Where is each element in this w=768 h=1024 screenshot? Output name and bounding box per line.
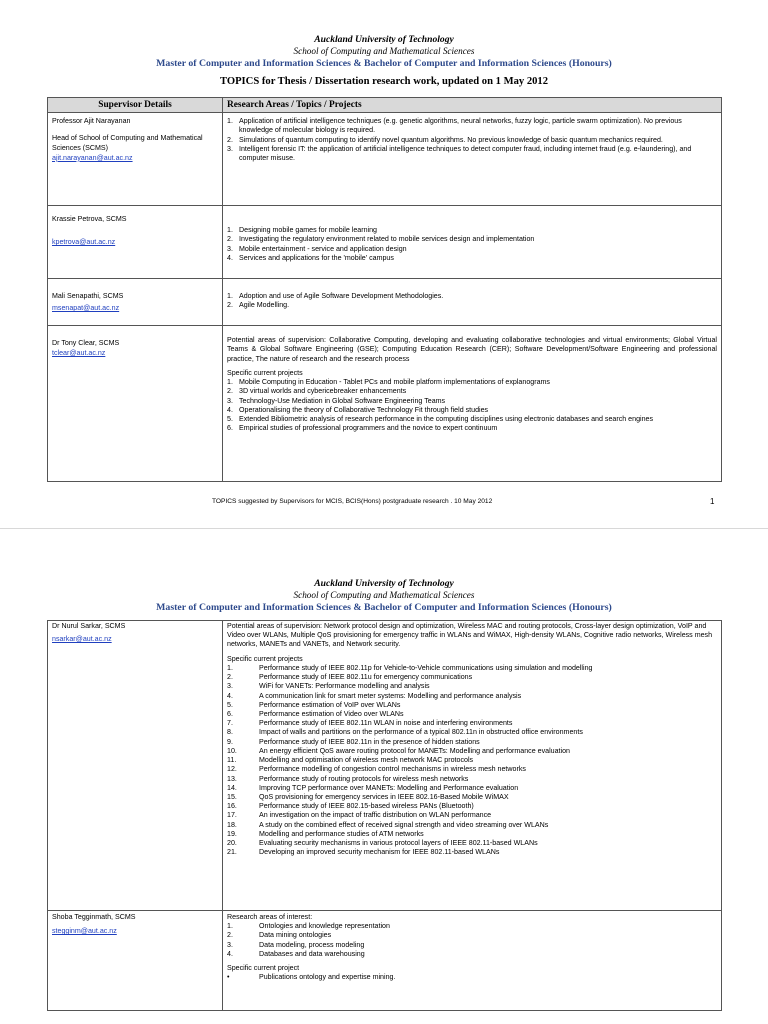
list-item bbox=[227, 145, 717, 163]
program-honours: (Honours) bbox=[568, 602, 612, 613]
item-text: Simulations of quantum computing to identify novel quantum algorithms. No previous knowledge of basic quantum mechanics required. bbox=[239, 135, 663, 144]
research-cell bbox=[223, 911, 722, 1011]
item-number: 2. bbox=[227, 301, 233, 310]
supervisor-email-link[interactable]: nsarkar@aut.ac.nz bbox=[52, 635, 112, 644]
item-number: 5. bbox=[227, 414, 233, 423]
list-item bbox=[227, 941, 717, 950]
university-name: Auckland University of Technology bbox=[314, 34, 454, 45]
list-item bbox=[227, 802, 717, 811]
item-number: 3. bbox=[227, 682, 233, 691]
table-row bbox=[48, 911, 722, 1011]
projects-subheading: Specific current projects bbox=[227, 368, 303, 377]
item-number: 20. bbox=[227, 839, 237, 848]
list-item bbox=[227, 387, 717, 396]
list-item bbox=[227, 664, 717, 673]
school-name: School of Computing and Mathematical Sciences bbox=[293, 46, 475, 56]
item-text: Publications ontology and expertise mining. bbox=[259, 973, 396, 982]
list-item bbox=[227, 793, 717, 802]
item-number: 2. bbox=[227, 135, 233, 144]
list-item bbox=[227, 830, 717, 839]
supervisor-cell bbox=[48, 621, 223, 911]
supervisor-email-link[interactable]: msenapat@aut.ac.nz bbox=[52, 304, 120, 313]
item-text: Improving TCP performance over MANETs: Modelling and Performance evaluation bbox=[259, 783, 519, 792]
list-item bbox=[227, 738, 717, 747]
item-number: 1. bbox=[227, 226, 233, 235]
item-text: Evaluating security mechanisms in various protocol layers of IEEE 802.11-based WLANs bbox=[259, 839, 538, 848]
supervision-areas-text: Potential areas of supervision: Network protocol design and optimization, Wireless MAC and routing protocols, Cross-layer design optimization, VoIP and Video over WLANs, Multiple QoS provisioning for emergency traffic in WLANs and WiMAX, High-density WLANs, Cognitive radio networks, Wireless mesh networks, MANETs and VANETs, and Network security. bbox=[227, 622, 713, 649]
list-item bbox=[227, 254, 717, 263]
supervisor-cell bbox=[48, 113, 223, 206]
topic-list bbox=[227, 378, 717, 433]
list-item bbox=[227, 821, 717, 830]
page-1-header bbox=[0, 0, 768, 87]
list-item bbox=[227, 931, 717, 940]
item-text: Technology-Use Mediation in Global Software Engineering Teams bbox=[239, 396, 446, 405]
item-number: 1. bbox=[227, 378, 233, 387]
list-item bbox=[227, 848, 717, 857]
item-number: 1. bbox=[227, 117, 233, 126]
list-item bbox=[227, 950, 717, 959]
item-text: Modelling and optimisation of wireless mesh network MAC protocols bbox=[259, 756, 474, 765]
item-text: Extended Bibliometric analysis of research performance in the computing disciplines using electronic databases and search engines bbox=[239, 414, 654, 423]
list-item bbox=[227, 682, 717, 691]
item-text: Databases and data warehousing bbox=[259, 949, 365, 958]
item-number: 10. bbox=[227, 746, 237, 755]
item-number: 1. bbox=[227, 292, 233, 301]
item-number: 6. bbox=[227, 709, 233, 718]
item-text: Designing mobile games for mobile learning bbox=[239, 226, 378, 235]
topics-table-page-2 bbox=[47, 620, 722, 1011]
research-cell bbox=[223, 279, 722, 326]
supervisor-column-header: Supervisor Details bbox=[48, 98, 223, 113]
item-text: Data modeling, process modeling bbox=[259, 940, 365, 949]
table-row bbox=[48, 113, 722, 206]
table-row bbox=[48, 206, 722, 279]
item-number: 2. bbox=[227, 931, 233, 940]
program-name: Master of Computer and Information Sciences & Bachelor of Computer and Information Sciences bbox=[156, 58, 567, 69]
item-number: 9. bbox=[227, 737, 233, 746]
item-text: Data mining ontologies bbox=[259, 931, 332, 940]
item-number: 5. bbox=[227, 700, 233, 709]
item-number: 8. bbox=[227, 728, 233, 737]
item-number: 7. bbox=[227, 719, 233, 728]
supervisor-cell bbox=[48, 279, 223, 326]
item-number: 21. bbox=[227, 848, 237, 857]
item-number: 1. bbox=[227, 922, 233, 931]
list-item bbox=[227, 973, 717, 982]
supervisor-name: Dr Tony Clear, SCMS bbox=[52, 339, 120, 348]
list-item bbox=[227, 728, 717, 737]
item-text: Performance study of IEEE 802.15-based wireless PANs (Bluetooth) bbox=[259, 802, 474, 811]
item-text: A study on the combined effect of received signal strength and video streaming over WLANs bbox=[259, 820, 549, 829]
topic-list bbox=[227, 664, 717, 858]
item-number: 4. bbox=[227, 949, 233, 958]
program-title bbox=[0, 58, 768, 69]
research-cell bbox=[223, 326, 722, 482]
program-honours: (Honours) bbox=[568, 58, 612, 69]
item-text: Performance estimation of VoIP over WLANs bbox=[259, 700, 401, 709]
item-text: Application of artificial intelligence techniques (e.g. genetic algorithms, neural networks, fuzzy logic, particle swarm optimization). No previous knowledge of molecular biology is required. bbox=[239, 117, 682, 135]
list-item bbox=[227, 811, 717, 820]
item-number: 4. bbox=[227, 253, 233, 262]
supervisor-email-link[interactable]: stegginm@aut.ac.nz bbox=[52, 927, 117, 936]
item-number: 3. bbox=[227, 940, 233, 949]
list-item bbox=[227, 710, 717, 719]
supervisor-role: Head of School of Computing and Mathematical Sciences (SCMS) bbox=[52, 134, 203, 152]
bullet-list bbox=[227, 973, 717, 982]
item-number: 19. bbox=[227, 829, 237, 838]
item-text: QoS provisioning for emergency services in IEEE 802.16-Based Mobile WiMAX bbox=[259, 792, 509, 801]
item-text: An investigation on the impact of traffic distribution on WLAN performance bbox=[259, 811, 492, 820]
item-text: Empirical studies of professional programmers and the novice to expert continuum bbox=[239, 424, 498, 433]
table-row bbox=[48, 326, 722, 482]
item-text: Mobile entertainment - service and application design bbox=[239, 244, 407, 253]
topic-list bbox=[227, 226, 717, 263]
supervisor-name: Professor Ajit Narayanan bbox=[52, 117, 131, 126]
item-text: An energy efficient QoS aware routing protocol for MANETs: Modelling and performance evaluation bbox=[259, 746, 570, 755]
item-number: 12. bbox=[227, 765, 237, 774]
list-item bbox=[227, 424, 717, 433]
program-title bbox=[0, 602, 768, 613]
item-number: 14. bbox=[227, 783, 237, 792]
supervisor-name: Dr Nurul Sarkar, SCMS bbox=[52, 622, 126, 630]
item-number: 3. bbox=[227, 396, 233, 405]
research-interest-heading: Research areas of interest: bbox=[227, 913, 313, 921]
page-number: 1 bbox=[710, 497, 715, 506]
program-name: Master of Computer and Information Sciences & Bachelor of Computer and Information Sciences bbox=[156, 602, 567, 613]
page-2 bbox=[0, 528, 768, 1024]
supervisor-email-link[interactable]: tclear@aut.ac.nz bbox=[52, 349, 106, 358]
research-cell bbox=[223, 113, 722, 206]
item-number: 15. bbox=[227, 792, 237, 801]
item-text: Performance study of IEEE 802.11u for emergency communications bbox=[259, 673, 473, 682]
item-number: 18. bbox=[227, 820, 237, 829]
list-item bbox=[227, 922, 717, 931]
item-number: 2. bbox=[227, 235, 233, 244]
item-text: A communication link for smart meter systems: Modelling and performance analysis bbox=[259, 691, 522, 700]
supervisor-email-link[interactable]: ajit.narayanan@aut.ac.nz bbox=[52, 153, 133, 162]
item-text: Adoption and use of Agile Software Development Methodologies. bbox=[239, 292, 444, 301]
item-text: Performance study of IEEE 802.11n in the presence of hidden stations bbox=[259, 737, 480, 746]
topics-table-page-1 bbox=[47, 97, 722, 482]
supervision-areas-text: Potential areas of supervision: Collaborative Computing, developing and evaluating collaborative technologies and virtual environments; Global Virtual Teams & Global Software Engineering (GSE); Computing Education Research (CER); Software Development/Software Engineering and professional practice, The nature of research and the research process bbox=[227, 336, 717, 363]
item-number: 16. bbox=[227, 802, 237, 811]
item-text: Agile Modelling. bbox=[239, 301, 290, 310]
item-number: 3. bbox=[227, 144, 233, 153]
bullet-icon: • bbox=[227, 973, 230, 982]
table-row bbox=[48, 621, 722, 911]
item-number: 1. bbox=[227, 663, 233, 672]
list-item bbox=[227, 692, 717, 701]
university-name: Auckland University of Technology bbox=[314, 578, 454, 589]
projects-subheading: Specific current projects bbox=[227, 654, 303, 663]
table-row bbox=[48, 279, 722, 326]
item-number: 6. bbox=[227, 424, 233, 433]
supervisor-cell bbox=[48, 206, 223, 279]
list-item bbox=[227, 765, 717, 774]
list-item bbox=[227, 397, 717, 406]
item-number: 3. bbox=[227, 244, 233, 253]
supervisor-name: Shoba Tegginmath, SCMS bbox=[52, 913, 136, 921]
item-text: Mobile Computing in Education - Tablet PCs and mobile platform implementations of explanograms bbox=[239, 378, 550, 387]
topic-list bbox=[227, 292, 717, 310]
list-item bbox=[227, 415, 717, 424]
supervisor-name: Mali Senapathi, SCMS bbox=[52, 292, 124, 301]
table-header-row bbox=[48, 98, 722, 113]
item-number: 2. bbox=[227, 387, 233, 396]
list-item bbox=[227, 226, 717, 235]
list-item bbox=[227, 756, 717, 765]
research-cell bbox=[223, 621, 722, 911]
item-text: Ontologies and knowledge representation bbox=[259, 922, 390, 931]
research-cell bbox=[223, 206, 722, 279]
list-item bbox=[227, 839, 717, 848]
research-column-header: Research Areas / Topics / Projects bbox=[223, 98, 722, 113]
item-text: Performance study of IEEE 802.11n WLAN in noise and interfering environments bbox=[259, 719, 513, 728]
item-number: 4. bbox=[227, 405, 233, 414]
page-2-header bbox=[0, 529, 768, 613]
item-text: Modelling and performance studies of ATM networks bbox=[259, 829, 424, 838]
item-text: Operationalising the theory of Collaborative Technology Fit through field studies bbox=[239, 405, 489, 414]
item-text: Performance study of routing protocols for wireless mesh networks bbox=[259, 774, 469, 783]
footer-text: TOPICS suggested by Supervisors for MCIS, BCIS(Hons) postgraduate research . 10 May 2012 bbox=[212, 498, 493, 505]
topic-list bbox=[227, 117, 717, 163]
list-item bbox=[227, 784, 717, 793]
topics-title: TOPICS for Thesis / Dissertation research work, updated on 1 May 2012 bbox=[219, 76, 549, 87]
list-item bbox=[227, 292, 717, 301]
item-number: 4. bbox=[227, 691, 233, 700]
item-text: Developing an improved security mechanism for IEEE 802.11-based WLANs bbox=[259, 848, 500, 857]
item-text: 3D virtual worlds and cybericebreaker enhancements bbox=[239, 387, 407, 396]
item-text: Performance modelling of congestion control mechanisms in wireless mesh networks bbox=[259, 765, 526, 774]
item-text: Performance study of IEEE 802.11p for Vehicle-to-Vehicle communications using simulation and modelling bbox=[259, 663, 593, 672]
item-number: 11. bbox=[227, 756, 237, 765]
list-item bbox=[227, 245, 717, 254]
list-item bbox=[227, 235, 717, 244]
list-item bbox=[227, 301, 717, 310]
list-item bbox=[227, 747, 717, 756]
supervisor-cell bbox=[48, 326, 223, 482]
list-item bbox=[227, 701, 717, 710]
supervisor-email-link[interactable]: kpetrova@aut.ac.nz bbox=[52, 238, 116, 247]
topic-list bbox=[227, 922, 717, 959]
item-text: Services and applications for the 'mobile' campus bbox=[239, 253, 394, 262]
list-item bbox=[227, 673, 717, 682]
item-text: Performance estimation of Video over WLANs bbox=[259, 709, 404, 718]
item-text: Intelligent forensic IT: the application of artificial intelligence techniques to detect computer fraud, including internet fraud (e.g. e-laundering), and computer misuse. bbox=[239, 144, 692, 163]
list-item bbox=[227, 378, 717, 387]
item-text: Impact of walls and partitions on the performance of a typical 802.11n in obstructed office environments bbox=[259, 728, 583, 737]
supervisor-cell bbox=[48, 911, 223, 1011]
list-item bbox=[227, 719, 717, 728]
list-item bbox=[227, 136, 717, 145]
item-text: WiFi for VANETs: Performance modelling and analysis bbox=[259, 682, 430, 691]
item-text: Investigating the regulatory environment related to mobile services design and implementation bbox=[239, 235, 535, 244]
item-number: 2. bbox=[227, 673, 233, 682]
list-item bbox=[227, 775, 717, 784]
supervisor-name: Krassie Petrova, SCMS bbox=[52, 215, 127, 224]
item-number: 13. bbox=[227, 774, 237, 783]
school-name: School of Computing and Mathematical Sciences bbox=[293, 590, 475, 600]
projects-subheading: Specific current project bbox=[227, 964, 300, 973]
list-item bbox=[227, 117, 717, 135]
list-item bbox=[227, 406, 717, 415]
item-number: 17. bbox=[227, 811, 237, 820]
